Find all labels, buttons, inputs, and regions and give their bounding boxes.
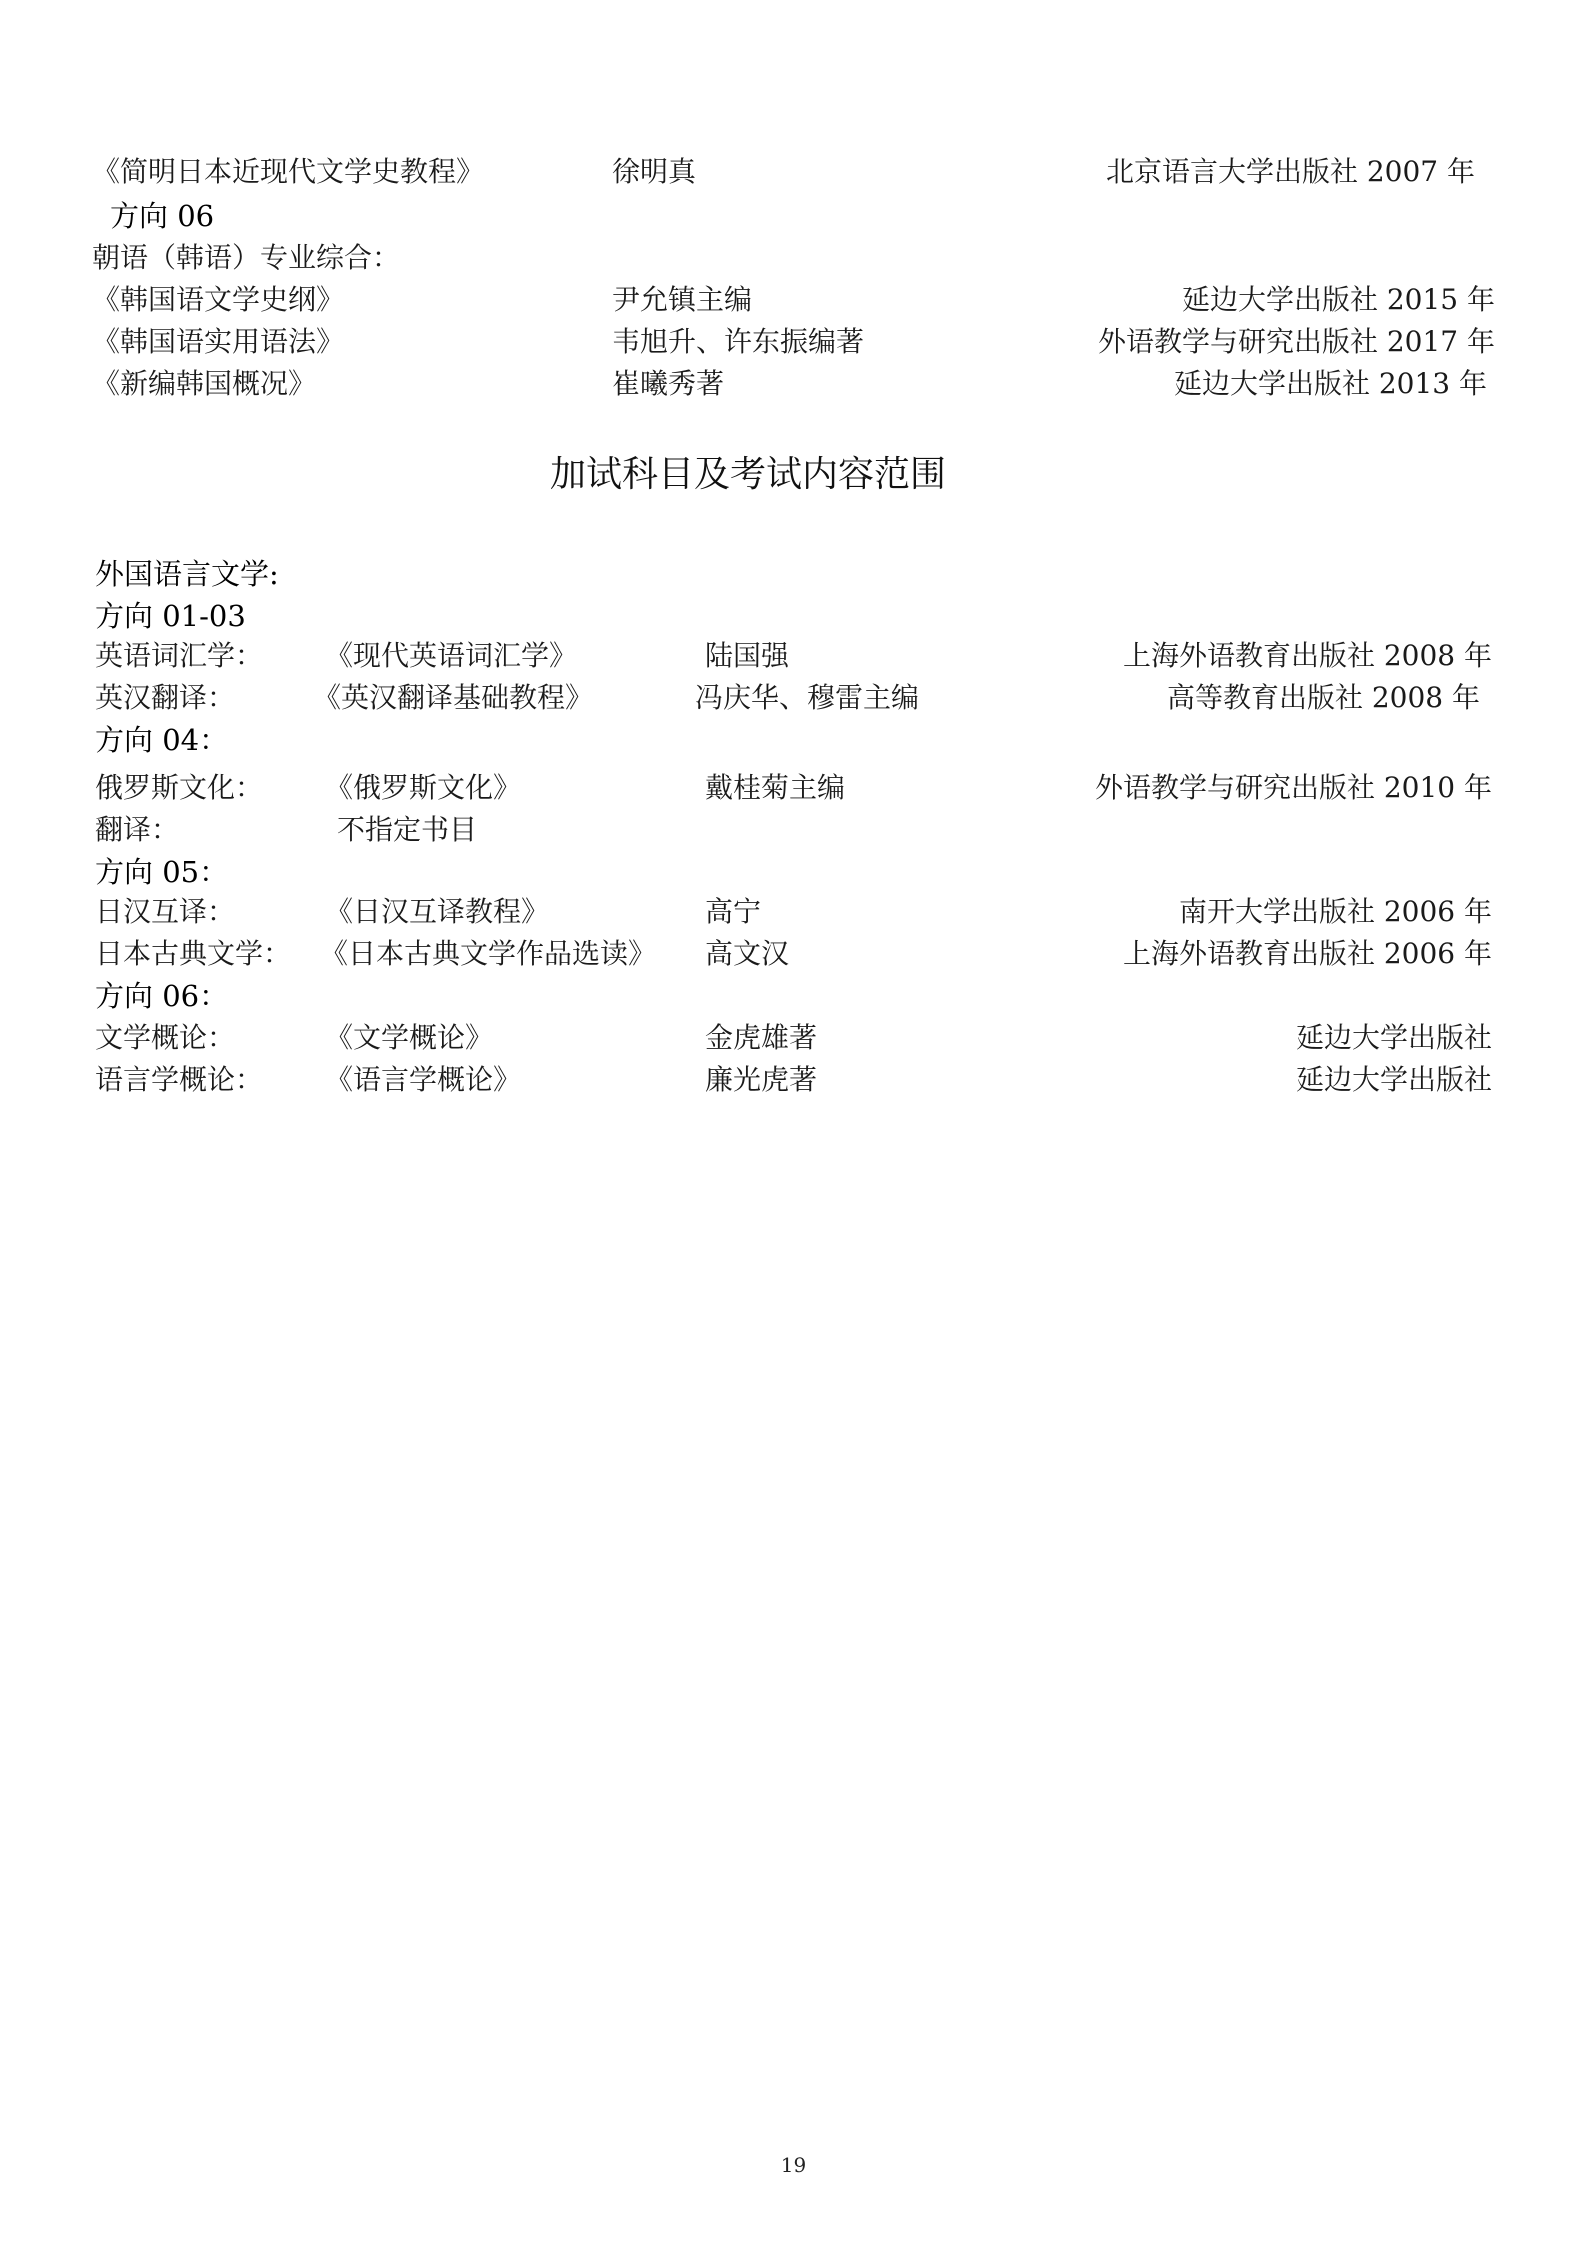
- page-number: 19: [780, 2153, 807, 2177]
- book-publisher: 延边大学出版社: [1295, 1063, 1492, 1096]
- book-title: 不指定书目: [337, 813, 478, 846]
- book-publisher: 高等教育出版社 2008 年: [1166, 681, 1480, 714]
- subject-row: [0, 678, 1587, 718]
- subject-name: 翻译：: [95, 813, 180, 846]
- direction-05-heading: [0, 852, 1587, 892]
- heading-text: 方向 06：: [95, 979, 229, 1013]
- book-author: 崔曦秀著: [612, 367, 725, 400]
- heading-text: 方向 05：: [95, 855, 229, 889]
- book-author: 金虎雄著: [705, 1021, 818, 1054]
- subject-name: 英汉翻译：: [95, 681, 236, 714]
- book-title: 《韩国语文学史纲》: [92, 283, 345, 316]
- book-author: 徐明真: [612, 155, 697, 188]
- book-title: 《韩国语实用语法》: [92, 325, 345, 358]
- book-author: 高文汉: [705, 937, 790, 970]
- subject-name: 俄罗斯文化：: [95, 771, 264, 804]
- subject-name: 文学概论：: [95, 1021, 236, 1054]
- book-title: 《英汉翻译基础教程》: [313, 681, 594, 714]
- book-author: 戴桂菊主编: [705, 771, 846, 804]
- book-author: 冯庆华、穆雷主编: [695, 681, 920, 714]
- book-title: 《现代英语词汇学》: [325, 639, 578, 672]
- subject-row: [0, 636, 1587, 676]
- book-row: [0, 364, 1587, 404]
- book-title: 《日汉互译教程》: [325, 895, 550, 928]
- book-row: [0, 322, 1587, 362]
- book-publisher: 上海外语教育出版社 2006 年: [1122, 937, 1492, 970]
- subject-name: 英语词汇学：: [95, 639, 264, 672]
- subject-row: [0, 768, 1587, 808]
- book-author: 廉光虎著: [705, 1063, 818, 1096]
- heading-text: 外国语言文学:: [95, 557, 279, 591]
- book-row: [0, 152, 1587, 192]
- book-publisher: 延边大学出版社: [1295, 1021, 1492, 1054]
- direction-01-03-heading: [0, 596, 1587, 636]
- heading-text: 方向 06: [110, 199, 215, 233]
- book-title: 《语言学概论》: [325, 1063, 522, 1096]
- book-author: 陆国强: [705, 639, 790, 672]
- direction-06-heading: [0, 196, 1587, 236]
- book-author: 韦旭升、许东振编著: [612, 325, 865, 358]
- book-title: 《日本古典文学作品选读》: [320, 937, 657, 970]
- book-publisher: 外语教学与研究出版社 2017 年: [1097, 325, 1495, 358]
- subject-name: 日汉互译：: [95, 895, 236, 928]
- subject-row: [0, 892, 1587, 932]
- book-author: 高宁: [705, 895, 762, 928]
- heading-text: 方向 01-03: [95, 599, 246, 633]
- book-title: 《简明日本近现代文学史教程》: [92, 155, 485, 188]
- book-publisher: 延边大学出版社 2013 年: [1173, 367, 1487, 400]
- subject-row: [0, 934, 1587, 974]
- book-publisher: 外语教学与研究出版社 2010 年: [1094, 771, 1492, 804]
- subject-row: [0, 810, 1587, 850]
- direction-04-heading: [0, 720, 1587, 760]
- book-publisher: 上海外语教育出版社 2008 年: [1122, 639, 1492, 672]
- subject-row: [0, 1060, 1587, 1100]
- subject-text: 朝语（韩语）专业综合：: [92, 241, 401, 274]
- book-title: 《新编韩国概况》: [92, 367, 317, 400]
- subject-name: 日本古典文学：: [95, 937, 292, 970]
- subject-row: [0, 1018, 1587, 1058]
- direction-06-heading: [0, 976, 1587, 1016]
- category-heading: [0, 554, 1587, 594]
- section-title: 加试科目及考试内容范围: [549, 454, 946, 495]
- book-title: 《文学概论》: [325, 1021, 494, 1054]
- book-publisher: 南开大学出版社 2006 年: [1178, 895, 1492, 928]
- book-author: 尹允镇主编: [612, 283, 753, 316]
- heading-text: 方向 04：: [95, 723, 229, 757]
- korean-subject-label: [0, 238, 1587, 278]
- subject-name: 语言学概论：: [95, 1063, 264, 1096]
- book-publisher: 北京语言大学出版社 2007 年: [1105, 155, 1475, 188]
- book-title: 《俄罗斯文化》: [325, 771, 522, 804]
- book-row: [0, 280, 1587, 320]
- book-publisher: 延边大学出版社 2015 年: [1181, 283, 1495, 316]
